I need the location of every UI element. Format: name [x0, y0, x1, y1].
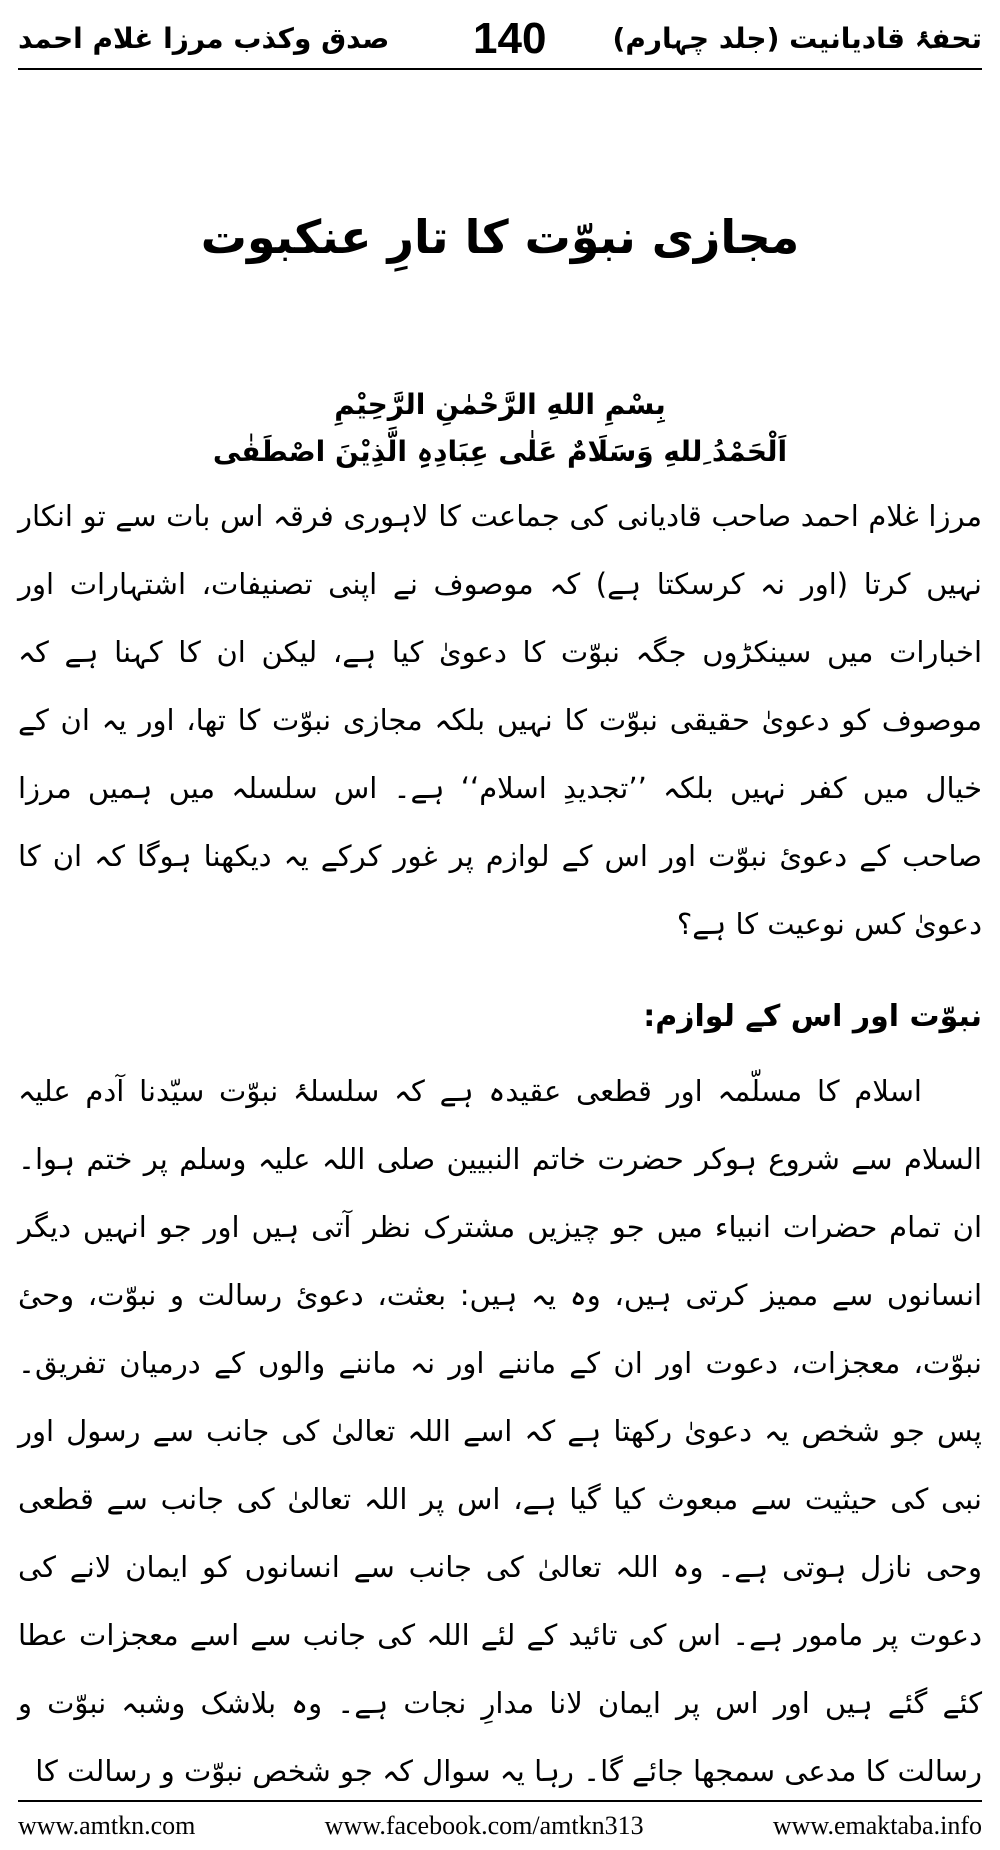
hamd-line: اَلْحَمْدُ ِللهِ وَسَلَامٌ عَلٰی عِبَادِہِ الَّذِیْنَ اصْطَفٰی [212, 435, 788, 469]
page-footer [18, 1808, 982, 1844]
intro-paragraph: مرزا غلام احمد صاحب قادیانی کی جماعت کا لاہوری فرقہ اس بات سے تو انکار نہیں کرتا (اور نہ کرسکتا ہے) کہ موصوف نے اپنی تصنیفات، اشتہارات اور اخبارات میں سینکڑوں جگہ نبوّت کا دعویٰ کیا ہے، لیکن ان کا کہنا ہے کہ موصوف کو دعویٰ حقیقی نبوّت کا نہیں بلکہ مجازی نبوّت کا تھا، اور یہ ان کے خیال میں کفر نہیں بلکہ ’’تجدیدِ اسلام‘‘ ہے۔ اس سلسلہ میں ہمیں مرزا صاحب کے دعویٔ نبوّت اور اس کے لوازم پر غور کرکے یہ دیکھنا ہوگا کہ ان کا دعویٰ کس نوعیت کا ہے؟ [18, 498, 982, 941]
page-header [18, 14, 982, 68]
page-number: 140 [473, 14, 547, 63]
footer-link-amtkn[interactable]: www.amtkn.com [18, 1811, 196, 1840]
section-heading: نبوّت اور اس کے لوازم: [643, 998, 982, 1034]
section-body: اسلام کا مسلّمہ اور قطعی عقیدہ ہے کہ سلسلۂ نبوّت سیّدنا آدم علیہ السلام سے شروع ہوکر حضرت خاتم النبیین صلی اللہ علیہ وسلم پر ختم ہوا۔ ان تمام حضرات انبیاء میں جو چیزیں مشترک نظر آتی ہیں اور جو انہیں دیگر انسانوں سے ممیز کرتی ہیں، وہ یہ ہیں: بعثت، دعویٔ رسالت و نبوّت، وحیٔ نبوّت، معجزات، دعوت اور ان کے ماننے اور نہ ماننے والوں کے درمیان تفریق۔ پس جو شخص یہ دعویٰ رکھتا ہے کہ اسے اللہ تعالیٰ کی جانب سے رسول اور نبی کی حیثیت سے مبعوث کیا گیا ہے، اس پر اللہ تعالیٰ کی جانب سے قطعی وحی نازل ہوتی ہے۔ وہ اللہ تعالیٰ کی جانب سے انسانوں کو ایمان لانے کی دعوت پر مامور ہے۔ اس کی تائید کے لئے اللہ کی جانب سے اسے معجزات عطا کئے گئے ہیں اور اس پر ایمان لانا مدارِ نجات ہے۔ وہ بلاشک وشبہ نبوّت و رسالت کا مدعی سمجھا جائے گا۔ رہا یہ سوال کہ جو شخص نبوّت و رسالت کا [18, 1073, 982, 1788]
section-title: صدق وکذب مرزا غلام احمد [18, 22, 390, 55]
footer-divider [18, 1800, 982, 1802]
header-divider [18, 68, 982, 70]
book-title: تحفۂ قادیانیت (جلد چہارم) [612, 22, 982, 55]
bismillah: بِسْمِ اللهِ الرَّحْمٰنِ الرَّحِیْمِ [334, 388, 666, 422]
chapter-title: مجازی نبوّت کا تارِ عنکبوت [200, 210, 800, 264]
footer-link-facebook[interactable]: www.facebook.com/amtkn313 [324, 1811, 644, 1840]
footer-link-emaktaba[interactable]: www.emaktaba.info [772, 1811, 982, 1840]
